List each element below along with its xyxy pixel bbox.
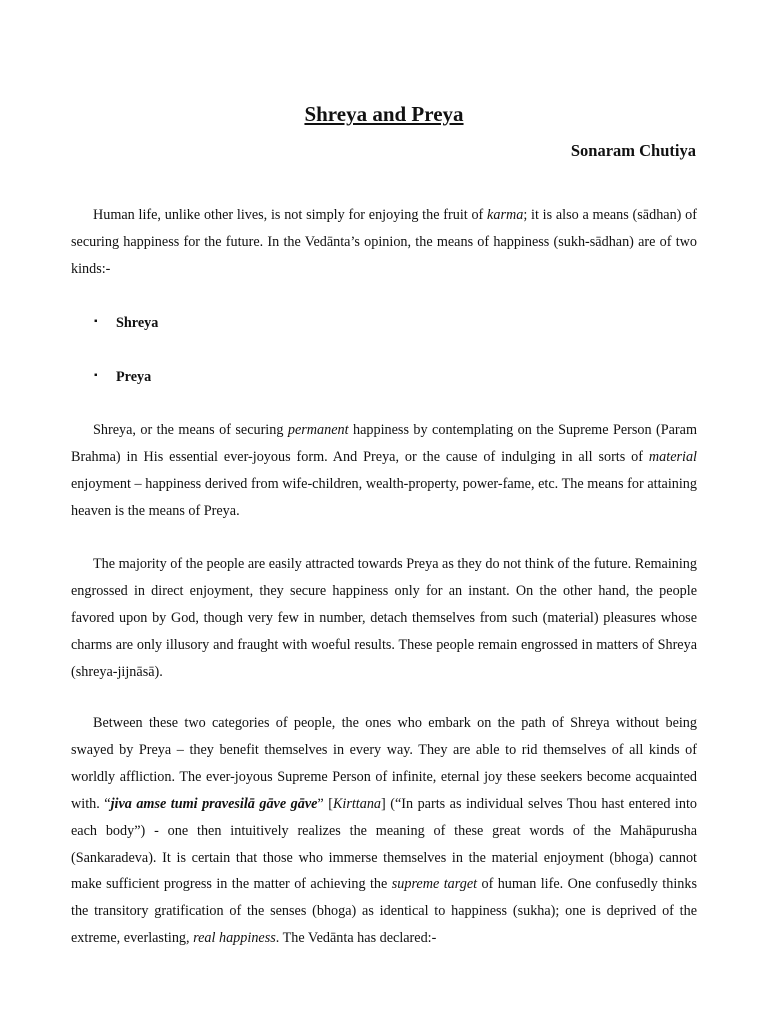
text-run: of human life. One confusedly thinks the transitory gratification of the senses (bhoga) as identical to happiness (sukha); one is deprived of the extreme, everlasting, [71,876,697,947]
text-run: . The Vedānta has declared:- [275,930,437,947]
author-name: Sonaram Chutiya [570,141,696,160]
emphasis-permanent: permanent [287,422,349,438]
text-run: enjoyment – happiness derived from wife-children, wealth-property, power-fame, etc. The means for attaining heaven is the means of Preya. [71,475,697,519]
emphasis-supreme-target: supreme target [391,876,478,893]
text-run: Between these two categories of people, the ones who embark on the path of Shreya without being swayed by Preya – they benefit themselves in every way. They are able to rid themselves of all kinds of worldly affliction. The ever-joyous Supreme Person of infinite, eternal joy these seekers become acquainted with. “ [71,715,697,812]
text-run: Shreya, or the means of securing [93,422,288,438]
bullet-item-shreya [94,312,158,335]
emphasis-karma: karma [487,207,524,223]
paragraph-categories [71,710,697,952]
document-title: Shreya and Preya [304,102,464,126]
text-run: ; it is also a means (sādhan) of securing happiness for the future. In the Vedānta’s opinion, the means of happiness (sukh-sādhan) are of two kinds:- [71,207,697,277]
paragraph-majority: The majority of the people are easily attracted towards Preya as they do not think of the future. Remaining engrossed in direct enjoyment, they secure happiness only for an instant. On the other hand, the people favored upon by God, though very few in number, detach themselves from such (material) pleasures whose charms are only illusory and fraught with woeful results. These people remain engrossed in matters of Shreya (shreya-jijnāsā). [71,556,697,680]
emphasis-material: material [648,448,697,465]
text-run: Human life, unlike other lives, is not simply for enjoying the fruit of [93,207,488,223]
bullet-square-icon: ▪ [94,369,98,381]
emphasis-kirttana: Kirttana [332,795,382,812]
text-run: ] (“In parts as individual selves Thou hast entered into each body”) - one then intuitively realizes the meaning of these great words of the Mahāpurusha (Sankaradeva). It is certain that those who immerse themselves in the material enjoyment (bhoga) cannot make sufficient progress in the matter of achieving the [71,795,697,893]
bullet-label: Shreya [116,315,159,331]
paragraph-definitions [71,417,697,525]
emphasis-real-happiness: real happiness [193,930,276,947]
bullet-item-preya [94,366,151,389]
text-run: happiness by contemplating on the Supreme Person (Param Brahma) in His essential ever-joyous form. And Preya, or the cause of indulging in all sorts of [71,422,697,465]
bullet-label: Preya [116,369,152,385]
bullet-square-icon: ▪ [94,315,98,327]
text-run: ” [ [317,795,333,812]
paragraph-intro [71,202,697,283]
quote-kirttana: jiva amse tumi pravesilā gāve gāve [110,795,318,812]
